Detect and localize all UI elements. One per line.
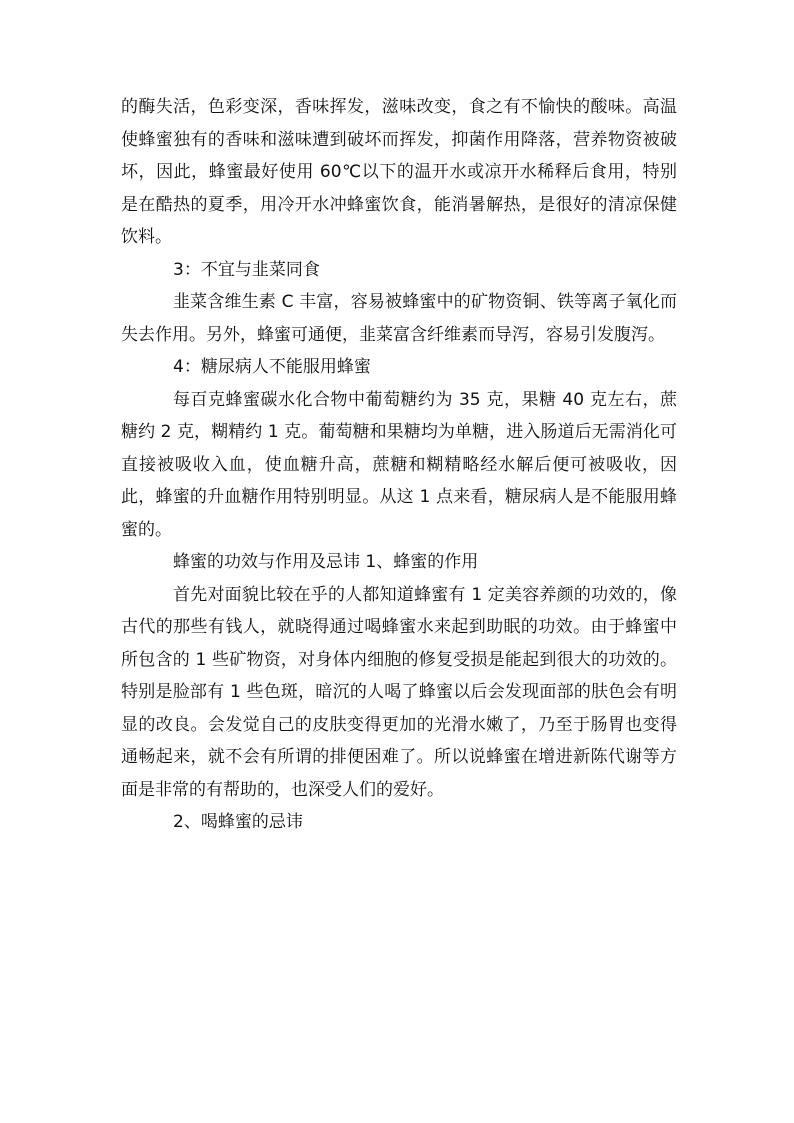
paragraph-honey-effects: 首先对面貌比较在乎的人都知道蜂蜜有 1 定美容养颜的功效的，像古代的那些有钱人，就晓得通过喝蜂蜜水来起到助眠的功效。由于蜂蜜中所包含的 1 些矿物资，对身体内细胞的修复受损是能起到很大的功效的。特别是脸部有 1 些色斑，暗沉的人喝了蜂蜜以后会发现面部的肤色会有明显的改良。会发觉自己的皮肤变得更加的光滑水嫩了，乃至于肠胃也变得通畅起来，就不会有所谓的排便困难了。所以说蜂蜜在增进新陈代谢等方面是非常的有帮助的，也深受人们的爱好。: [121, 584, 677, 800]
paragraph-chives: 韭菜含维生素 C 丰富，容易被蜂蜜中的矿物资铜、铁等离子氧化而失去作用。另外，蜂蜜可通便，韭菜富含纤维素而导泻，容易引发腹泻。: [121, 292, 677, 345]
document-body: [121, 91, 677, 839]
heading-no-chives: 3：不宜与韭菜同食: [173, 259, 320, 280]
heading-honey-taboos: 2、喝蜂蜜的忌讳: [173, 812, 303, 832]
heading-diabetes: 4：糖尿病人不能服用蜂蜜: [173, 357, 371, 377]
paragraph-heat-warning: 的酶失活，色彩变深，香味挥发，滋味改变，食之有不愉快的酸味。高温使蜂蜜独有的香味和滋味遭到破坏而挥发，抑菌作用降落，营养物资被破坏，因此，蜂蜜最好使用 60℃以下的温开水或凉开水稀释后食用，特别是在酷热的夏季，用冷开水冲蜂蜜饮食，能消暑解热，是很好的清凉保健饮料。: [121, 97, 677, 247]
paragraph-diabetes: 每百克蜂蜜碳水化合物中葡萄糖约为 35 克，果糖 40 克左右，蔗糖约 2 克，糊精约 1 克。葡萄糖和果糖均为单糖，进入肠道后无需消化可直接被吸收入血，使血糖升高，蔗糖和糊精略经水解后便可被吸收，因此，蜂蜜的升血糖作用特别明显。从这 1 点来看，糖尿病人是不能服用蜂蜜的。: [121, 389, 677, 540]
heading-honey-effects: 蜂蜜的功效与作用及忌讳 1、蜂蜜的作用: [173, 552, 479, 572]
